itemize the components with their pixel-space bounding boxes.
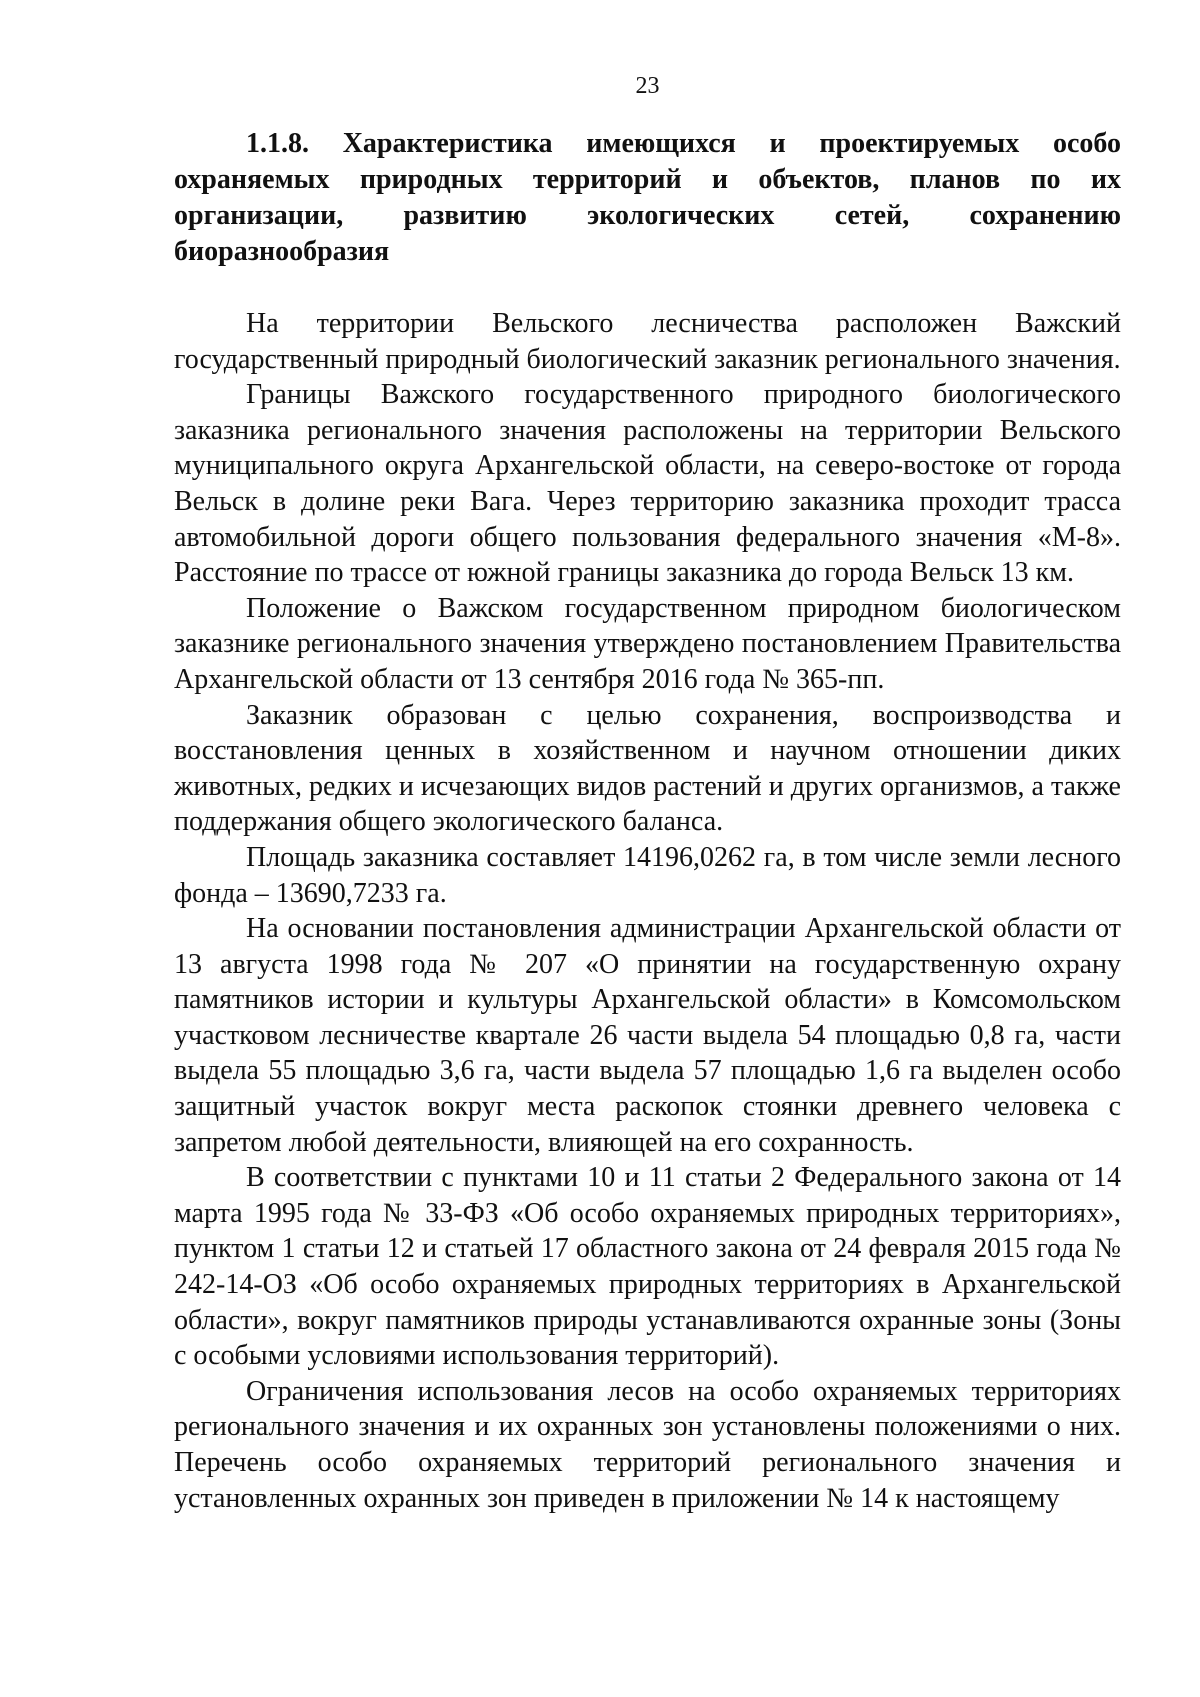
paragraph-legal-basis: В соответствии с пунктами 10 и 11 статьи 2 Федерального закона от 14 марта 1995 года № 33-ФЗ «Об особо охраняемых природных территориях», пунктом 1 статьи 12 и статьей 17 областного закона от 24 февраля 2015 года № 242-14-ОЗ «Об особо охраняемых природных территориях в Архангельской области», вокруг памятников природы устанавливаются охранные зоны (Зоны с особыми условиями использования территорий). <box>174 1162 1121 1372</box>
paragraph-boundaries: Границы Важского государственного природного биологического заказника регионального значения расположены на территории Вельского муниципального округа Архангельской области, на северо-востоке от города Вельск в долине реки Вага. Через территорию заказника проходит трасса автомобильной дороги общего пользования федерального значения «М-8». Расстояние по трассе от южной границы заказника до города Вельск 13 км. <box>174 379 1121 589</box>
paragraph-protected-site: На основании постановления администрации Архангельской области от 13 августа 1998 года № 207 «О принятии на государственную охрану памятников истории и культуры Архангельской области» в Комсомольском участковом лесничестве квартале 26 части выдела 54 площадью 0,8 га, части выдела 55 площадью 3,6 га, части выдела 57 площадью 1,6 га выделен особо защитный участок вокруг места раскопок стоянки древнего человека с запретом любой деятельности, влияющей на его сохранность. <box>174 913 1121 1158</box>
paragraph-restrictions: Ограничения использования лесов на особо охраняемых территориях регионального значения и их охранных зон установлены положениями о них. Перечень особо охраняемых территорий регионального значения и установленных охранных зон приведен в приложении № 14 к настоящему <box>174 1375 1121 1514</box>
paragraph-regulation: Положение о Важском государственном природном биологическом заказнике регионального значения утверждено постановлением Правительства Архангельской области от 13 сентября 2016 года № 365-пп. <box>174 592 1121 695</box>
paragraph-purpose: Заказник образован с целью сохранения, воспроизводства и восстановления ценных в хозяйственном и научном отношении диких животных, редких и исчезающих видов растений и других организмов, а также поддержания общего экологического баланса. <box>174 699 1121 838</box>
document-body <box>174 306 1121 1516</box>
section-heading: 1.1.8. Характеристика имеющихся и проектируемых особо охраняемых природных территорий и объектов, планов по их организации, развитию экологических сетей, сохранению биоразнообразия <box>174 128 1121 267</box>
page-number: 23 <box>635 73 660 99</box>
paragraph-area: Площадь заказника составляет 14196,0262 га, в том числе земли лесного фонда – 13690,7233 га. <box>174 841 1121 909</box>
paragraph-intro: На территории Вельского лесничества расположен Важский государственный природный биологический заказник регионального значения. <box>174 308 1121 375</box>
